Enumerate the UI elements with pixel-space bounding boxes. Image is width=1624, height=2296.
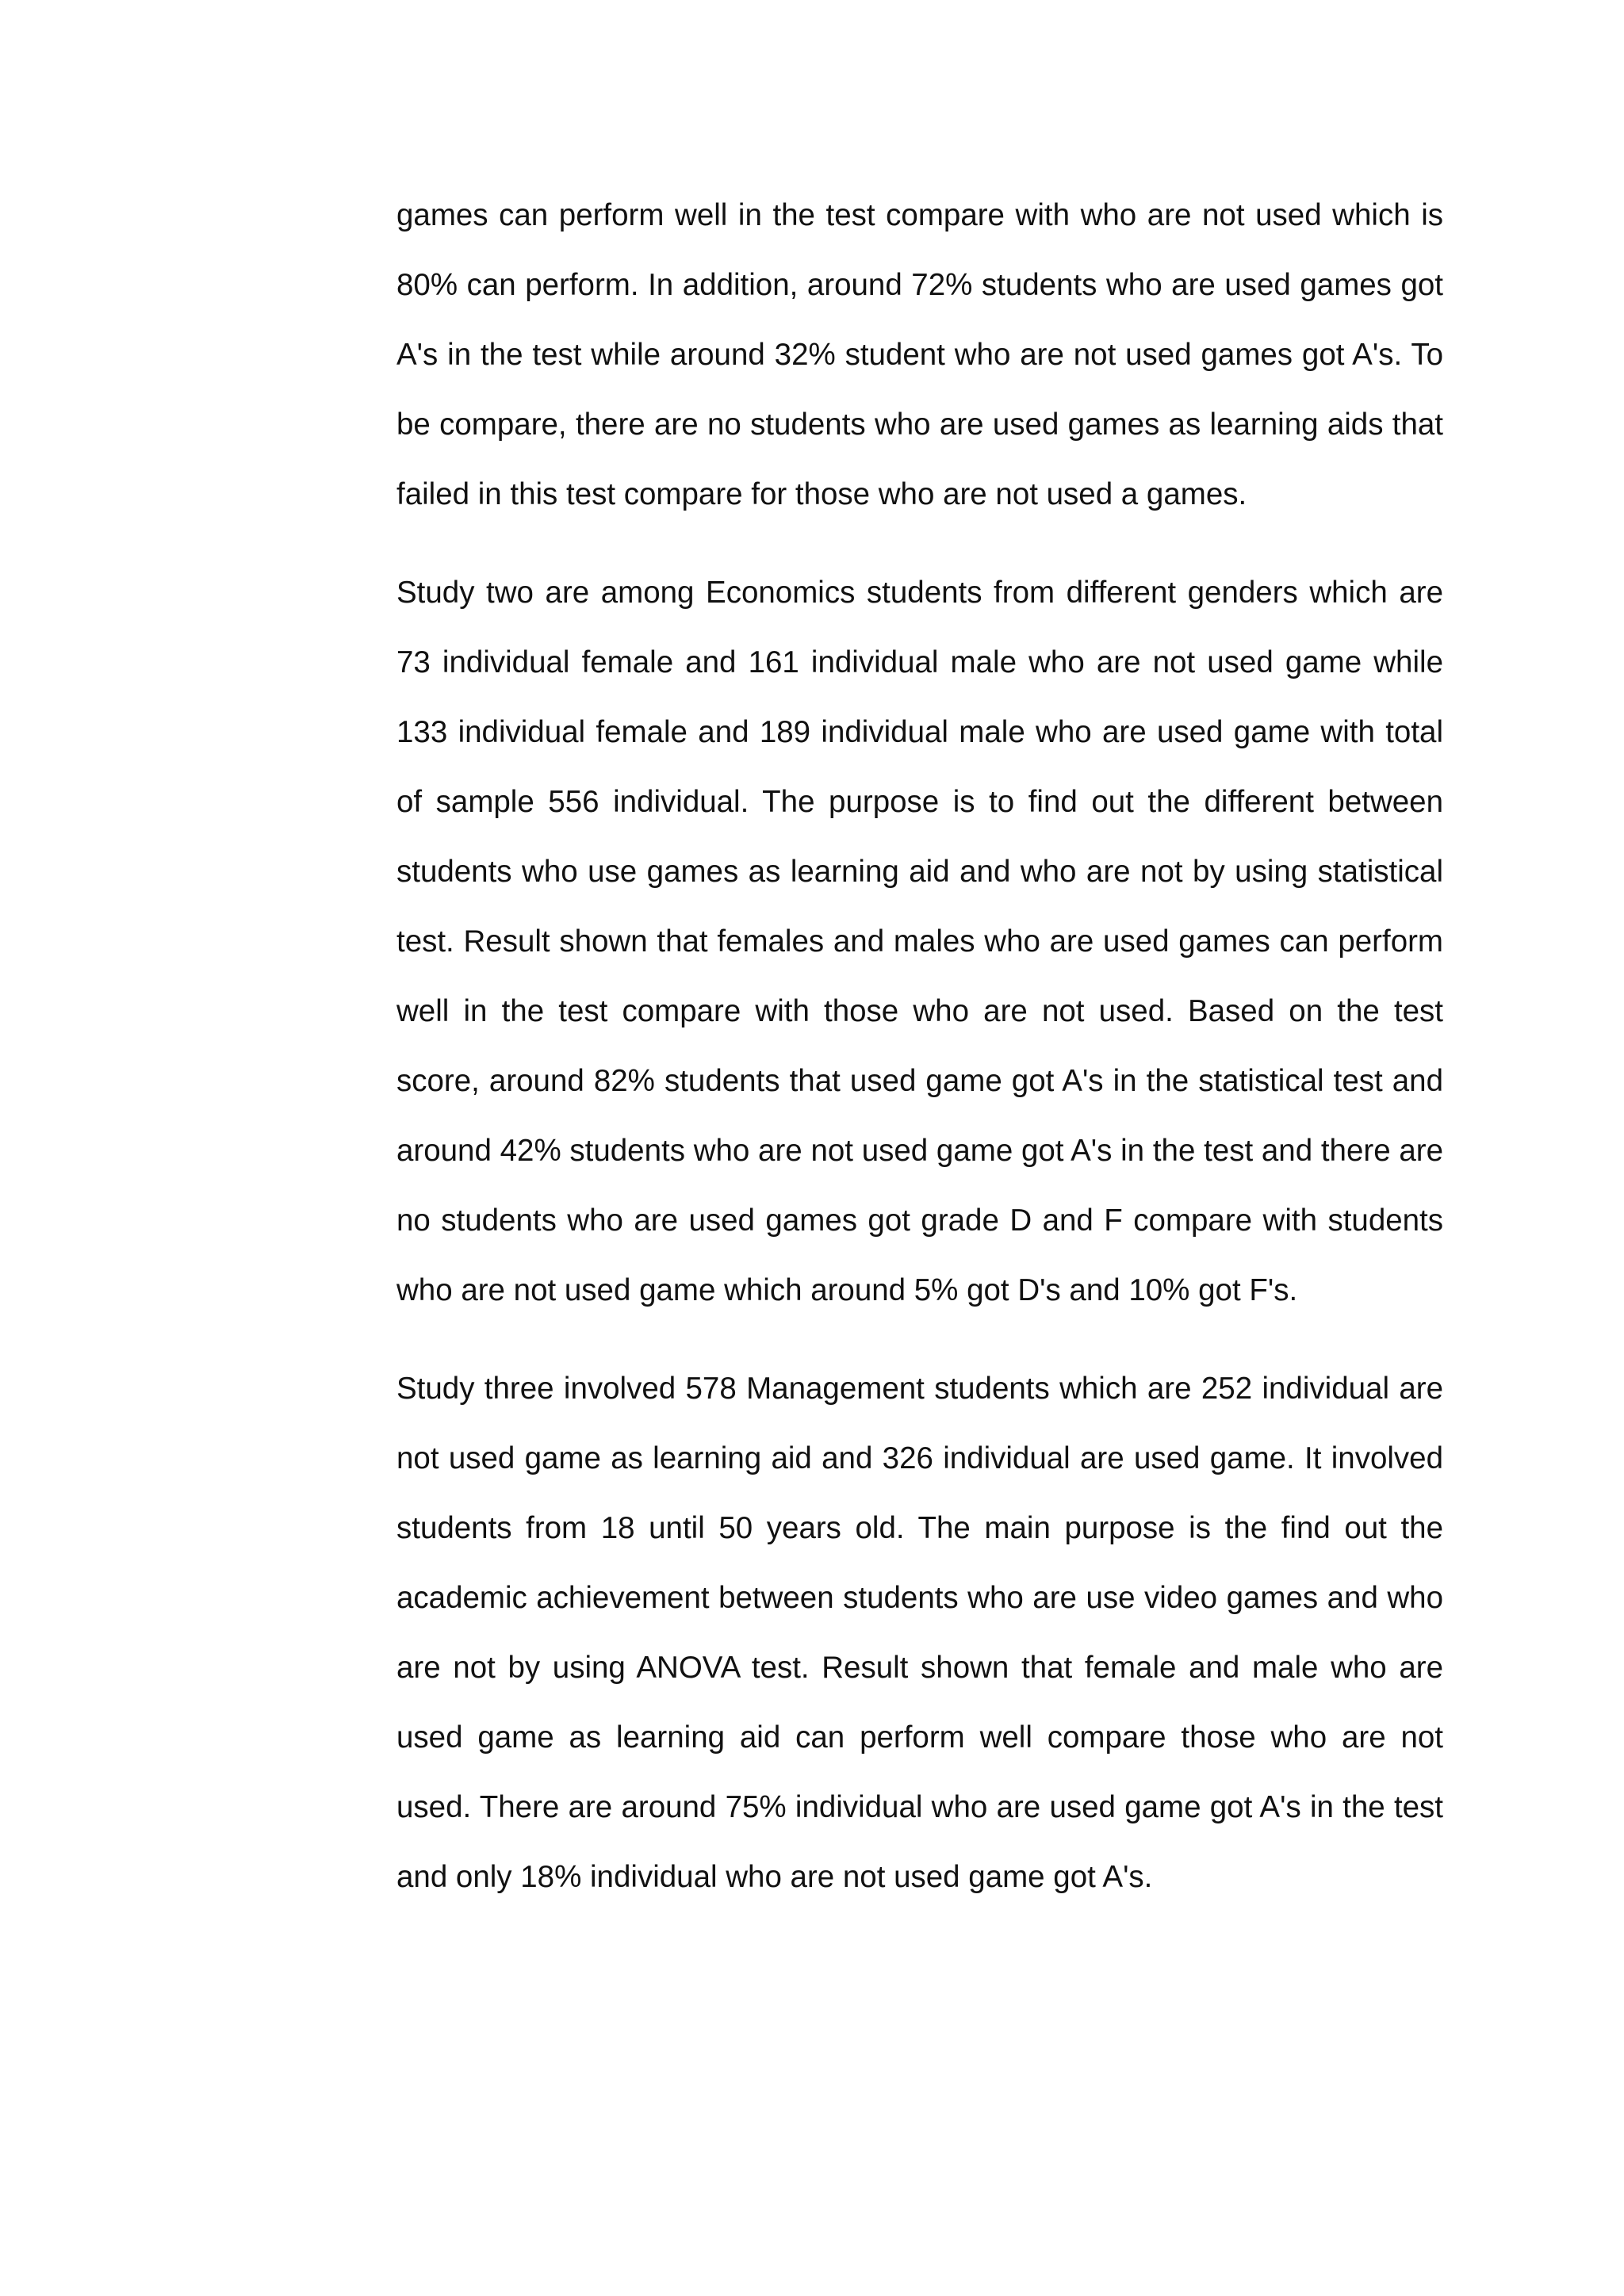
paragraph-study-three: Study three involved 578 Management students which are 252 individual are not used game as learning aid and 326 individual are used game. It involved students from 18 until 50 years old. The main purpose is the find out the academic achievement between students who are use video games and who are not by using ANOVA test. Result shown that female and male who are used game as learning aid can perform well compare those who are not used. There are around 75% individual who are used game got A's in the test and only 18% individual who are not used game got A's. (396, 1372, 1443, 1894)
paragraph-game-results: games can perform well in the test compare with who are not used which is 80% can perform. In addition, around 72% students who are used games got A's in the test while around 32% student who are not used games got A's. To be compare, there are no students who are used games as learning aids that failed in this test compare for those who are not used a games. (396, 198, 1443, 511)
paragraph-study-two: Study two are among Economics students from different genders which are 73 individual female and 161 individual male who are not used game while 133 individual female and 189 individual male who are used game with total of sample 556 individual. The purpose is to find out the different between students who use games as learning aid and who are not by using statistical test. Result shown that females and males who are used games can perform well in the test compare with those who are not used. Based on the test score, around 82% students that used game got A's in the statistical test and around 42% students who are not used game got A's in the test and there are no students who are used games got grade D and F compare with students who are not used game which around 5% got D's and 10% got F's. (396, 576, 1443, 1307)
